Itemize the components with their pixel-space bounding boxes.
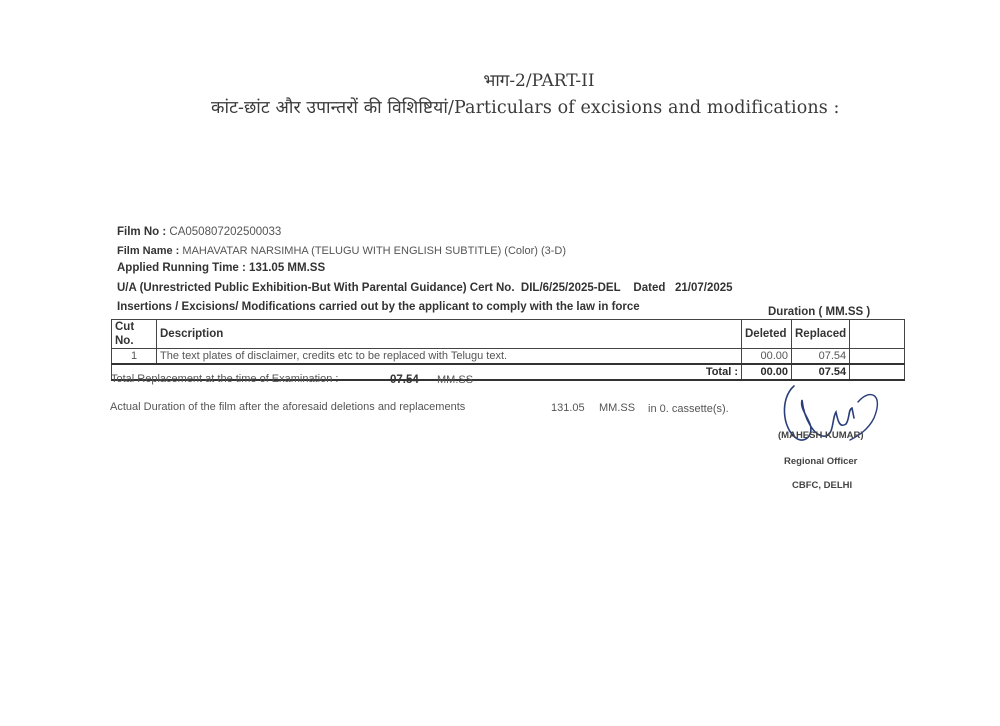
table-spacer <box>850 349 905 365</box>
section-title: कांट-छांट और उपान्तरों की विशिष्टियां/Particulars of excisions and modifications : <box>211 98 840 118</box>
certification-text: U/A (Unrestricted Public Exhibition-But With Parental Guidance) Cert No. <box>117 282 515 294</box>
col-deleted: Deleted <box>742 320 792 349</box>
description-cell: The text plates of disclaimer, credits etc to be replaced with Telugu text. <box>157 349 742 365</box>
total-replacement-label: Total Replacement at the time of Examination : <box>111 373 339 385</box>
total-replacement-row <box>111 373 474 386</box>
officer-name: (MAHESH KUMAR) <box>778 430 864 441</box>
part-title: भाग-2/PART-II <box>483 71 595 91</box>
film-name-row <box>117 245 566 257</box>
cuts-table <box>111 319 905 381</box>
total-replacement-value: 07.54 <box>390 374 419 386</box>
col-replaced: Replaced <box>792 320 850 349</box>
running-time-label: Applied Running Time : <box>117 262 246 274</box>
deleted-cell: 00.00 <box>742 349 792 365</box>
film-no-label: Film No : <box>117 226 167 238</box>
col-description: Description <box>157 320 742 349</box>
running-time-row <box>117 262 325 274</box>
cert-no: DIL/6/25/2025-DEL <box>520 282 621 294</box>
film-name-label: Film Name : <box>117 245 180 257</box>
dated-value: 21/07/2025 <box>674 282 733 294</box>
actual-duration-row <box>110 401 729 415</box>
total-replaced: 07.54 <box>792 364 850 380</box>
officer-office: CBFC, DELHI <box>792 480 853 491</box>
actual-duration-value: 131.05 <box>551 402 585 414</box>
insertions-heading: Insertions / Excisions/ Modifications carried out by the applicant to comply with the law in force <box>117 301 640 313</box>
cassette-text: in 0. cassette(s). <box>648 403 729 415</box>
cut-no-cell: 1 <box>112 349 157 365</box>
signature-image <box>774 378 894 458</box>
duration-heading: Duration ( MM.SS ) <box>768 306 871 318</box>
replaced-cell: 07.54 <box>792 349 850 365</box>
total-replacement-unit: MM.SS <box>437 374 474 386</box>
actual-duration-unit: MM.SS <box>599 402 636 414</box>
running-time-value: 131.05 MM.SS <box>249 262 326 274</box>
table-header-row <box>112 320 905 349</box>
dated-label: Dated <box>633 282 666 294</box>
actual-duration-label: Actual Duration of the film after the aforesaid deletions and replacements <box>110 401 466 413</box>
film-name-value: MAHAVATAR NARSIMHA (TELUGU WITH ENGLISH SUBTITLE) (Color) (3-D) <box>182 245 567 257</box>
certification-row <box>117 282 733 294</box>
total-label: Total : <box>112 364 742 380</box>
officer-title: Regional Officer <box>784 456 858 467</box>
col-cut-no: Cut No. <box>112 320 157 349</box>
table-row <box>112 349 905 365</box>
film-no-row <box>117 226 281 238</box>
total-deleted: 00.00 <box>742 364 792 380</box>
table-spacer <box>850 320 905 349</box>
film-no-value: CA050807202500033 <box>169 226 282 238</box>
